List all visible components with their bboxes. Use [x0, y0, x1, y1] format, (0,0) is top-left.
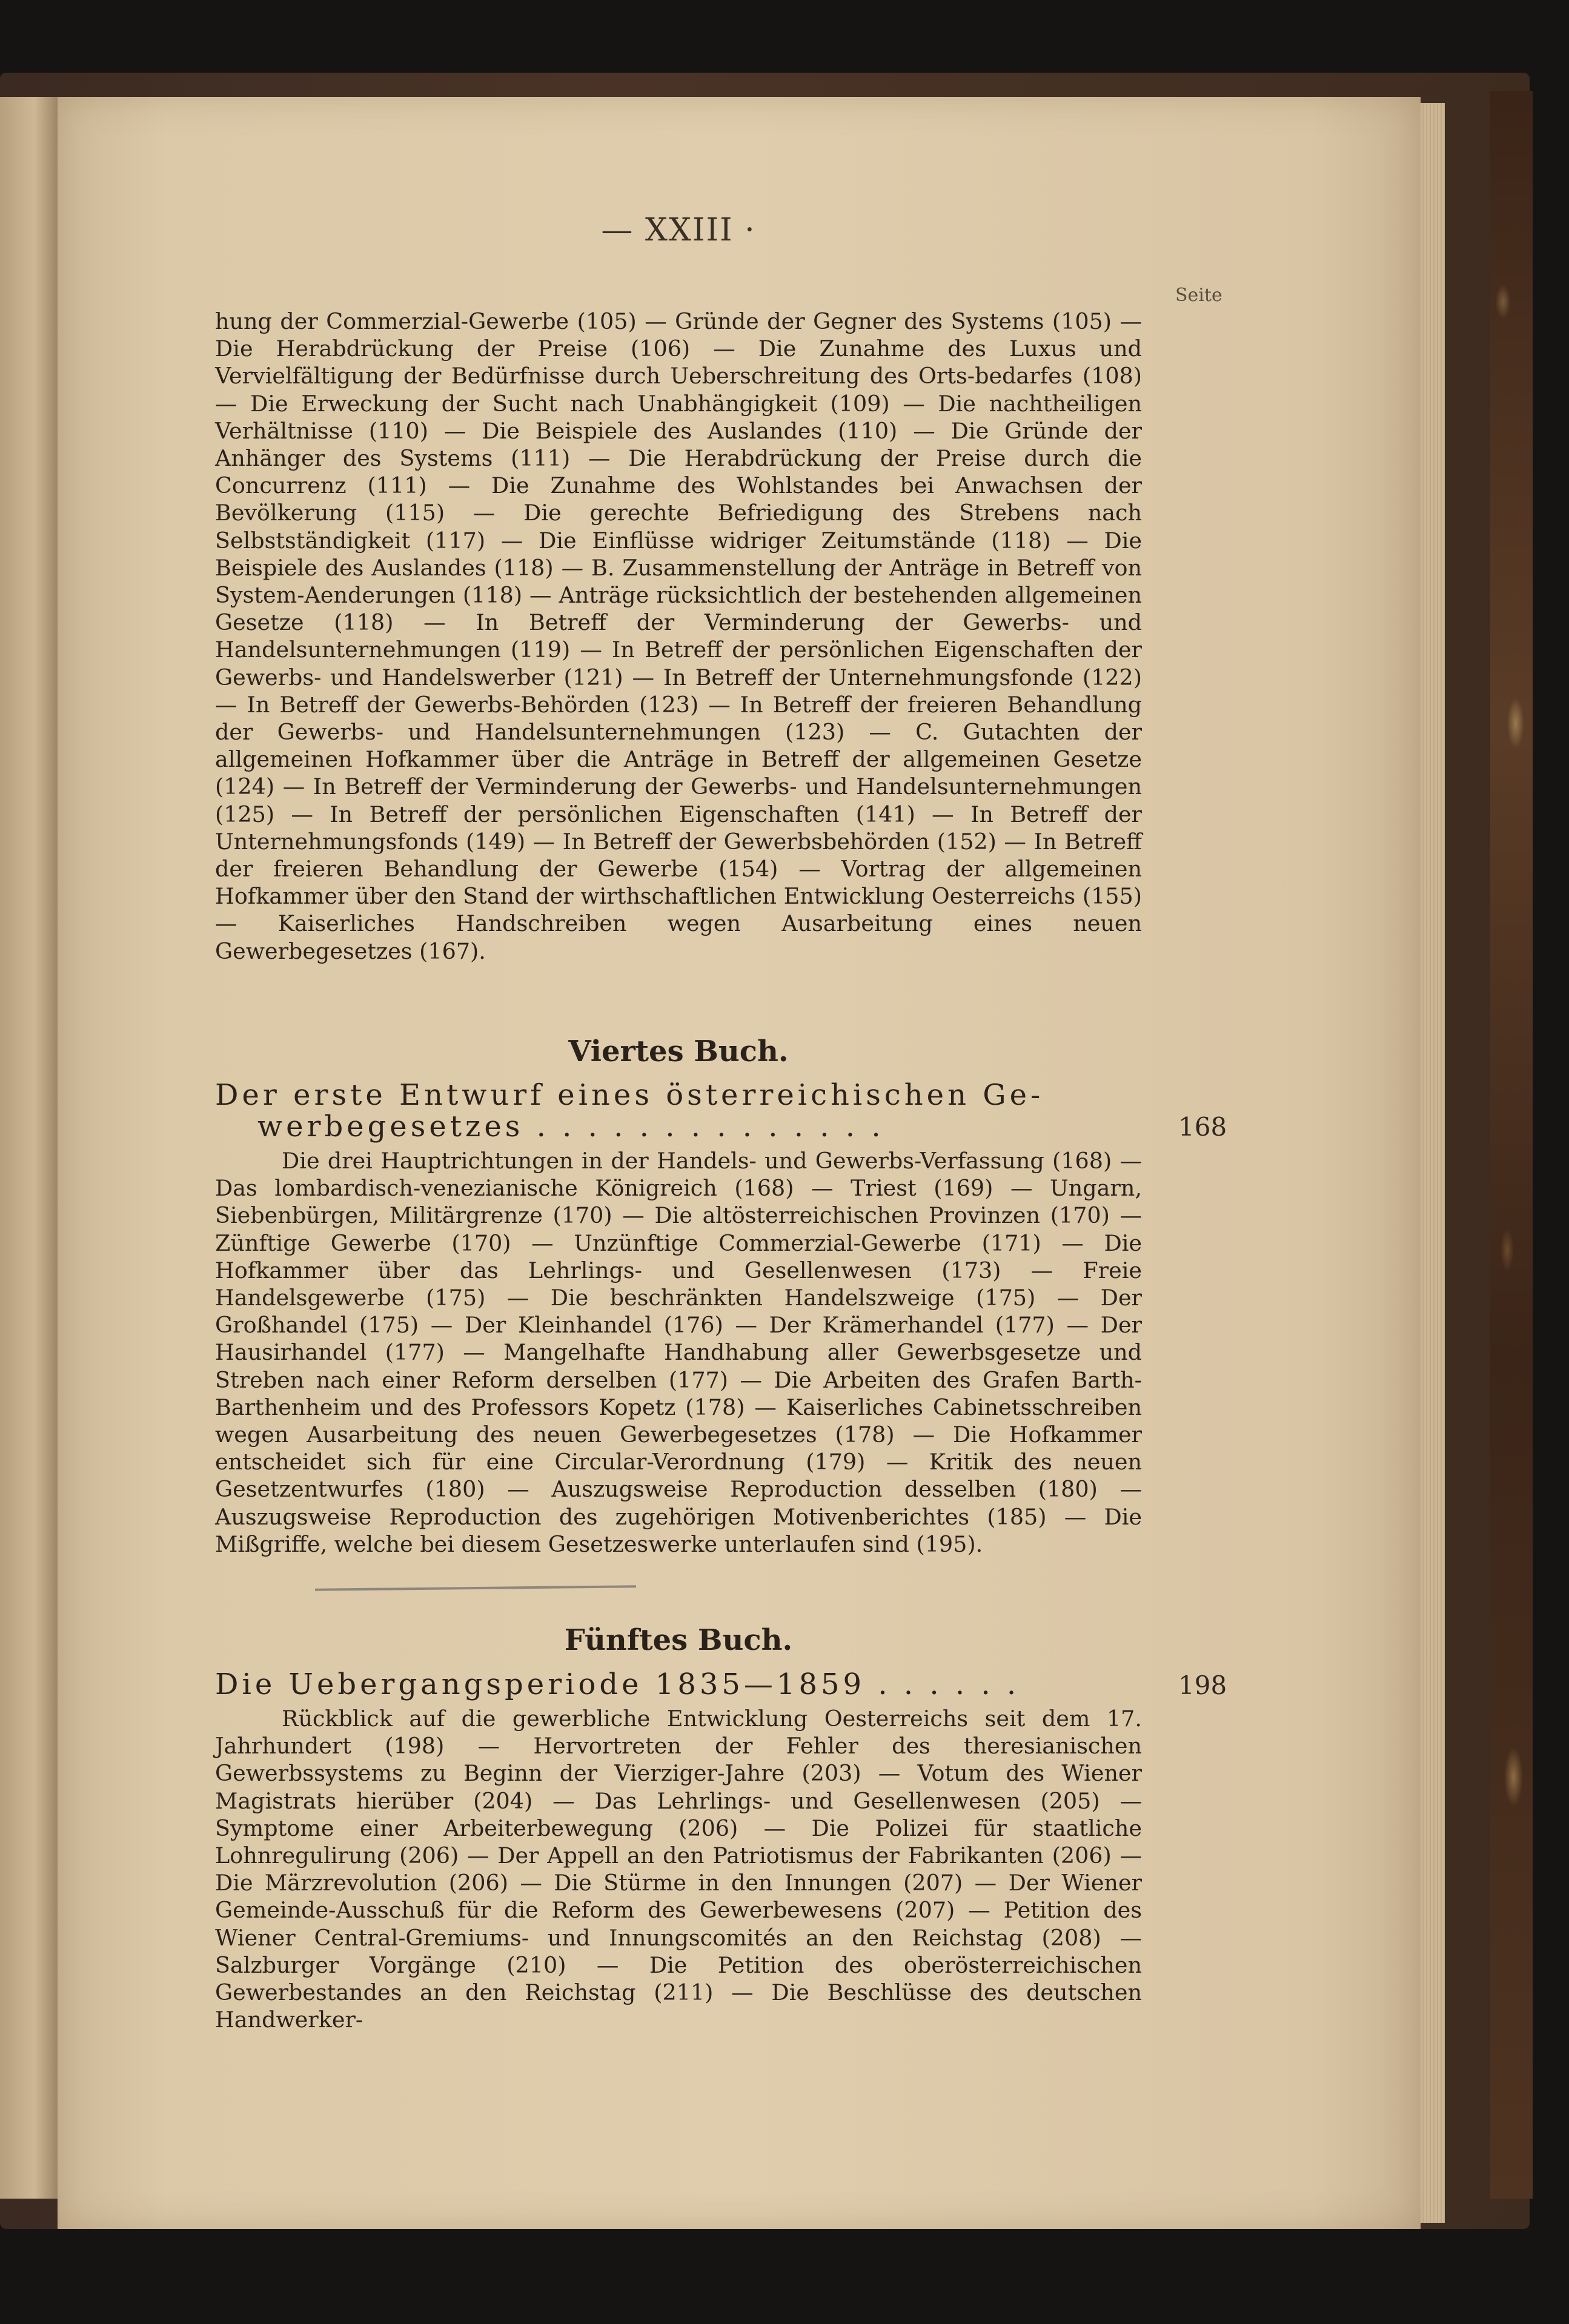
intro-paragraph: hung der Commerzial-Gewerbe (105) — Gründe der Gegner des Systems (105) — Die Herabdrückung der Preise (106) — Die Zunahme des Luxus und Vervielfältigung der Bedürfnisse durch Ueberschreitung des Orts-bedarfes (108) — Die Erweckung der Sucht nach Unabhängigkeit (109) — Die nachtheiligen Verhältnisse (110) — Die Beispiele des Auslandes (110) — Die Gründe der Anhänger des Systems (111) — Die Herabdrückung der Preise durch die Concurrenz (111) — Die Zunahme des Wohlstandes bei Anwachsen der Bevölkerung (115) — Die gerechte Befriedigung des Strebens nach Selbstständigkeit (117) — Die Einflüsse widriger Zeitumstände (118) — Die Beispiele des Auslandes (118) — B. Zusammenstellung der Anträge in Betreff von System-Aenderungen (118) — Anträge rücksichtlich der bestehenden allgemeinen Gesetze (118) — In Betreff der Verminderung der Gewerbs- und Handelsunternehmungen (119) — In Betreff der persönlichen Eigenschaften der Gewerbs- und Handelswerber (121) — In Betreff der Unternehmungsfonde (122) — In Betreff der Gewerbs-Behörden (123) — In Betreff der freieren Behandlung der Gewerbs- und Handelsunternehmungen (123) — C. Gutachten der allgemeinen Hofkammer über die Anträge in Betreff der allgemeinen Gesetze (124) — In Betreff der Verminderung der Gewerbs- und Handelsunternehmungen (125) — In Betreff der persönlichen Eigenschaften (141) — In Betreff der Unternehmungsfonds (149) — In Betreff der Gewerbsbehörden (152) — In Betreff der freieren Behandlung der Gewerbe (154) — Vortrag der allgemeinen Hofkammer über den Stand der wirthschaftlichen Entwicklung Oesterreichs (155) — Kaiserliches Handschreiben wegen Ausarbeitung eines neuen Gewerbegesetzes (167). — [215, 308, 1142, 964]
book4-chapter-title-line2: werbegesetzes . . . . . . . . . . . . . . — [257, 1110, 884, 1144]
book5-chapter-page: 198 — [1178, 1670, 1227, 1700]
book4-chapter-title-line1: Der erste Entwurf eines österreichischen Ge- — [215, 1078, 1044, 1112]
page-stack-edge — [1421, 103, 1445, 2223]
book4-summary: Die drei Hauptrichtungen in der Handels- und Gewerbs-Verfassung (168) — Das lombardisch-venezianische Königreich (168) — Triest (169) — Ungarn, Siebenbürgen, Militärgrenze (170) — Die altösterreichischen Provinzen (170) — Zünftige Gewerbe (170) — Unzünftige Commerzial-Gewerbe (171) — Die Hofkammer über das Lehrlings- und Gesellenwesen (173) — Freie Handelsgewerbe (175) — Die beschränkten Handelszweige (175) — Der Großhandel (175) — Der Kleinhandel (176) — Der Krämerhandel (177) — Der Hausirhandel (177) — Mangelhafte Handhabung aller Gewerbsgesetze und Streben nach einer Reform derselben (177) — Die Arbeiten des Grafen Barth-Barthenheim und des Professors Kopetz (178) — Kaiserliches Cabinetsschreiben wegen Ausarbeitung des neuen Gewerbegesetzes (178) — Die Hofkammer entscheidet sich für eine Circular-Verordnung (179) — Kritik des neuen Gesetzentwurfes (180) — Auszugsweise Reproduction desselben (180) — Auszugsweise Reproduction des zugehörigen Motivenberichtes (185) — Die Mißgriffe, welche bei diesem Gesetzeswerke unterlaufen sind (195). — [215, 1148, 1142, 1557]
book4-heading: Viertes Buch. — [568, 1035, 789, 1068]
left-page-edge — [0, 97, 58, 2199]
marbled-edge — [1490, 91, 1533, 2199]
page-number: — XXIII · — [601, 212, 756, 248]
column-label: Seite — [1175, 285, 1222, 306]
book5-summary: Rückblick auf die gewerbliche Entwicklung Oesterreichs seit dem 17. Jahrhundert (198) — Hervortreten der Fehler des theresianischen Gewerbssystems zu Beginn der Vierziger-Jahre (203) — Votum des Wiener Magistrats hierüber (204) — Das Lehrlings- und Gesellenwesen (205) — Symptome einer Arbeiterbewegung (206) — Die Polizei für staatliche Lohnregulirung (206) — Der Appell an den Patriotismus der Fabrikanten (206) — Die Märzrevolution (206) — Die Stürme in den Innungen (207) — Der Wiener Gemeinde-Ausschuß für die Reform des Gewerbewesens (207) — Petition des Wiener Central-Gremiums- und Innungscomités an den Reichstag (208) — Salzburger Vorgänge (210) — Die Petition des oberösterreichischen Gewerbestandes an den Reichstag (211) — Die Beschlüsse des deutschen Handwerker- — [215, 1706, 1142, 2033]
book5-chapter-title: Die Uebergangsperiode 1835—1859 . . . . . . — [215, 1667, 1020, 1701]
book4-chapter-page: 168 — [1178, 1112, 1227, 1142]
book5-heading: Fünftes Buch. — [564, 1623, 793, 1657]
